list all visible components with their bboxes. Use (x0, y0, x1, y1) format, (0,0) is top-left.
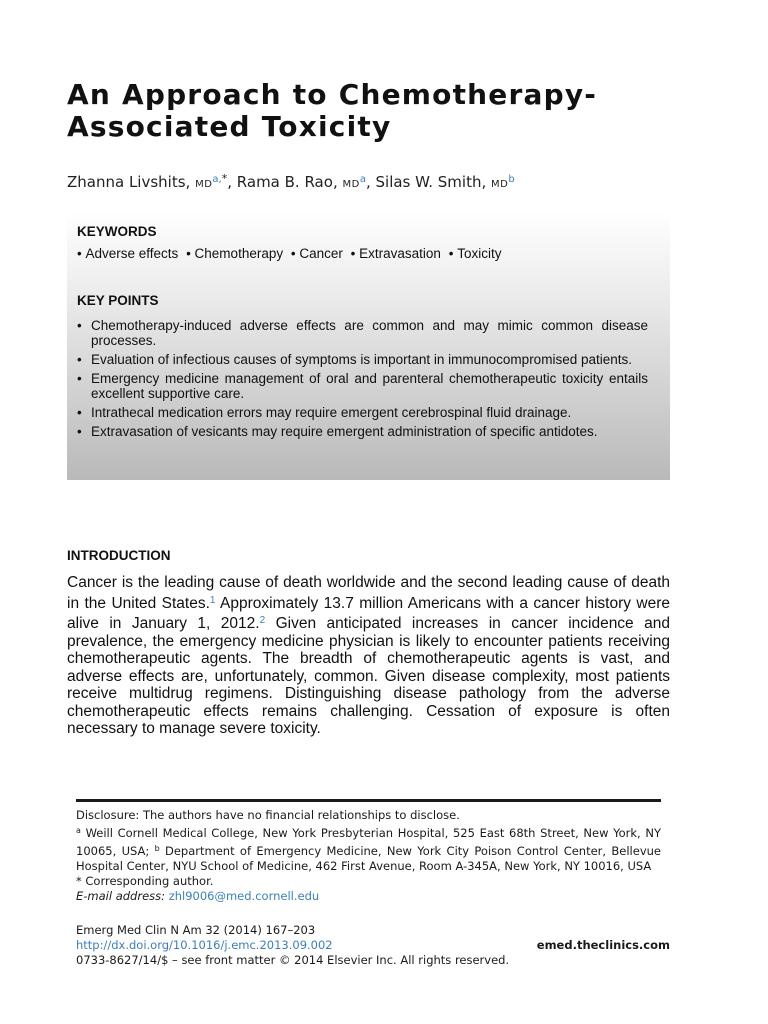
intro-text: Approximately 13.7 million Americans with a cancer history were alive in January 1, 2012. (67, 594, 670, 632)
keyword: • Toxicity (449, 246, 502, 261)
author-degree: MD (195, 179, 213, 190)
title-line-1: An Approach to Chemotherapy- (67, 78, 598, 111)
keyword: • Extravasation (351, 246, 441, 261)
author-name: Zhanna Livshits (67, 173, 186, 191)
email-line (76, 889, 661, 904)
author-degree: MD (342, 179, 360, 190)
author-name: Silas W. Smith (375, 173, 482, 191)
reference-link[interactable]: 2 (259, 615, 266, 626)
copyright-line: 0733-8627/14/$ – see front matter © 2014 Elsevier Inc. All rights reserved. (76, 953, 510, 967)
title-line-2: Associated Toxicity (67, 110, 392, 143)
key-point: • Chemotherapy-induced adverse effects are common and may mimic common disease processes. (77, 318, 648, 348)
author-affiliation[interactable]: b (508, 174, 515, 185)
email-label: E-mail address: (76, 889, 166, 903)
keywords-keypoints-box (67, 212, 670, 480)
article-title (67, 79, 707, 143)
key-point: • Evaluation of infectious causes of symptoms is important in immunocompromised patients. (77, 352, 648, 367)
keywords-list (77, 246, 505, 261)
author-name: Rama B. Rao (236, 173, 333, 191)
introduction-heading: INTRODUCTION (67, 548, 171, 563)
keyword: • Cancer (291, 246, 343, 261)
email-link[interactable]: zhl9006@med.cornell.edu (168, 889, 320, 903)
affiliation-b: Department of Emergency Medicine, New York City Poison Control Center, Bellevue Hospital Center, NYU School of Medicine, 462 First Avenue, Room A-345A, New York, NY 10016, USA (76, 844, 661, 873)
key-points-list (77, 318, 648, 443)
author-affiliation[interactable]: a, (212, 174, 222, 185)
disclosure: Disclosure: The authors have no financial relationships to disclose. (76, 808, 460, 822)
keyword: • Chemotherapy (186, 246, 283, 261)
key-point: • Intrathecal medication errors may require emergent cerebrospinal fluid drainage. (77, 405, 648, 420)
journal-website[interactable]: emed.theclinics.com (536, 938, 670, 952)
author-affiliation[interactable]: a (359, 174, 366, 185)
journal-citation: Emerg Med Clin N Am 32 (2014) 167–203 (76, 923, 316, 937)
introduction-paragraph (67, 574, 670, 738)
author-degree: MD (491, 179, 509, 190)
footnote-divider (76, 799, 661, 802)
corresponding-star: * (221, 172, 228, 185)
key-point: • Extravasation of vesicants may require emergent administration of specific antidotes. (77, 424, 648, 439)
footnotes (76, 808, 661, 904)
affiliation-label-b: b (154, 844, 160, 853)
keywords-heading: KEYWORDS (77, 224, 157, 239)
affiliation-a: Weill Cornell Medical College, New York Presbyterian Hospital, 525 East 68th Street, New York, NY 10065, USA; (76, 826, 661, 858)
key-point: • Emergency medicine management of oral and parenteral chemotherapeutic toxicity entails excellent supportive care. (77, 371, 648, 401)
key-points-heading: KEY POINTS (77, 293, 159, 308)
author-line: Zhanna Livshits, MD$^{a,*}$, Rama B. Rao, MD$^a$, Silas W. Smith, MD$^b$ (67, 172, 515, 191)
intro-text: Given anticipated increases in cancer incidence and prevalence, the emergency medicine physician is likely to encounter patients receiving chemotherapeutic agents. The breadth of chemotherapeutic agents is vast, and adverse effects are, unfortunately, common. Given disease complexity, most patients receive multidrug regimens. Distinguishing disease pathology from the adverse chemotherapeutic effects remains challenging. Cessation of exposure is often necessary to manage severe toxicity. (67, 615, 670, 737)
keyword: • Adverse effects (77, 246, 178, 261)
reference-link[interactable]: 1 (209, 594, 216, 606)
affiliation-label-a: a (76, 826, 81, 835)
doi-link[interactable]: http://dx.doi.org/10.1016/j.emc.2013.09.002 (76, 938, 333, 952)
intro-text: Cancer is the leading cause of death worldwide and the second leading cause of death in the United States. (67, 574, 670, 612)
citation-block (76, 923, 670, 968)
affiliations (76, 823, 661, 874)
corresponding-author: * Corresponding author. (76, 874, 214, 888)
